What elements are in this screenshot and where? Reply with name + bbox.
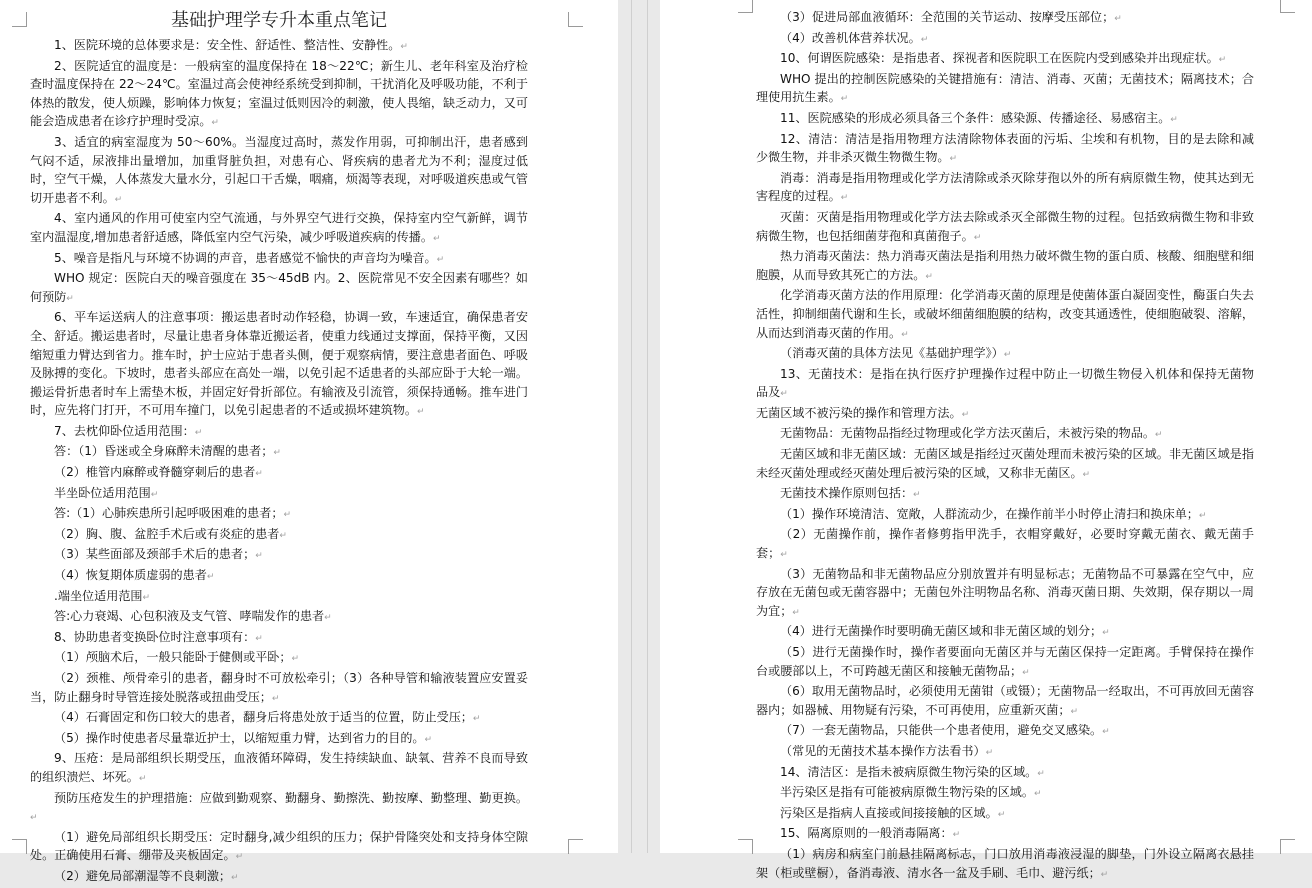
paragraph-text: （3）无菌物品和非无菌物品应分别放置并有明显标志；无菌物品不可暴露在空气中，应存放在无菌包或无菌容器中；无菌包外注明物品名称、消毒灭菌日期、失效期，保存期以一周为宜； bbox=[756, 566, 1254, 618]
paragraph-text: 7、去枕仰卧位适用范围： bbox=[54, 423, 195, 438]
paragraph-mark-icon: ↵ bbox=[206, 572, 215, 583]
paragraph-mark-icon: ↵ bbox=[1114, 14, 1122, 24]
page-corner-mark bbox=[12, 12, 27, 27]
paragraph-mark-icon: ↵ bbox=[436, 254, 445, 265]
paragraph-text: （4）进行无菌操作时要明确无菌区域和非无菌区域的划分； bbox=[780, 624, 1103, 639]
paragraph-line bbox=[30, 628, 528, 649]
paragraph-mark-icon: ↵ bbox=[30, 813, 38, 824]
paragraph-line bbox=[30, 36, 528, 57]
paragraph-line bbox=[30, 422, 528, 443]
paragraph-mark-icon: ↵ bbox=[961, 409, 970, 420]
paragraph-line bbox=[756, 763, 1254, 784]
paragraph-text: （3）某些面部及颈部手术后的患者； bbox=[54, 547, 256, 562]
paragraph-line bbox=[756, 247, 1254, 286]
paragraph-text: 9、压疮：是局部组织长期受压，血液循环障碍，发生持续缺血、缺氧、营养不良而导致的组织溃烂、坏死。 bbox=[30, 751, 528, 784]
paragraph-line bbox=[756, 682, 1254, 721]
paragraph-text: WHO 规定：医院白天的噪音强度在 35～45dB 内。2、医院常见不安全因素有哪些？如何预防 bbox=[30, 271, 528, 304]
paragraph-mark-icon: ↵ bbox=[840, 193, 849, 204]
paragraph-line bbox=[30, 209, 528, 248]
paragraph-line bbox=[756, 824, 1254, 845]
paragraph-text: （6）取用无菌物品时，必须使用无菌钳（或镊）；无菌物品一经取出，不可再放回无菌容器内；如器械、用物疑有污染，不可再使用，应重新灭菌； bbox=[756, 684, 1254, 717]
paragraph-line bbox=[30, 828, 528, 867]
paragraph-line bbox=[756, 505, 1254, 526]
paragraph-line bbox=[30, 133, 528, 209]
paragraph-mark-icon: ↵ bbox=[432, 233, 441, 244]
paragraph-text: （5）操作时使患者尽量靠近护士，以缩短重力臂，达到省力的目的。 bbox=[54, 730, 425, 745]
paragraph-mark-icon: ↵ bbox=[997, 809, 1006, 820]
paragraph-text: （1）操作环境清洁、宽敞，人群流动少，在操作前半小时停止清扫和换床单； bbox=[780, 506, 1199, 521]
paragraph-text: 8、协助患者变换卧位时注意事项有： bbox=[54, 629, 256, 644]
paragraph-line bbox=[756, 70, 1254, 109]
paragraph-line bbox=[30, 669, 528, 708]
paragraph-mark-icon: ↵ bbox=[271, 693, 280, 704]
paragraph-mark-icon: ↵ bbox=[1022, 667, 1030, 678]
paragraph-mark-icon: ↵ bbox=[1102, 628, 1110, 639]
paragraph-line bbox=[756, 286, 1254, 344]
paragraph-mark-icon: ↵ bbox=[283, 510, 292, 521]
paragraph-mark-icon: ↵ bbox=[324, 613, 332, 624]
paragraph-mark-icon: ↵ bbox=[1198, 510, 1207, 521]
paragraph-line bbox=[756, 525, 1254, 564]
paragraph-text: 15、隔离原则的一般消毒隔离： bbox=[780, 826, 953, 841]
page-corner-mark bbox=[738, 0, 753, 13]
document-title: 基础护理学专升本重点笔记 bbox=[171, 10, 387, 31]
paragraph-line bbox=[756, 208, 1254, 247]
paragraph-text: 2、医院适宜的温度是：一般病室的温度保持在 18～22℃；新生儿、老年科室及治疗检查时温度保持在 22～24℃。室温过高会使神经系统受到抑制，干扰消化及呼吸功能，不利于体热的散发，使人烦躁，影响体力恢复；室温过低则因冷的刺激，使人畏缩，缺乏动力，又可能会造成患者在诊疗护理时受凉。 bbox=[30, 58, 528, 129]
paragraph-mark-icon: ↵ bbox=[1082, 469, 1091, 480]
paragraph-mark-icon: ↵ bbox=[920, 34, 929, 45]
paragraph-line bbox=[30, 867, 528, 888]
paragraph-line bbox=[756, 804, 1254, 825]
paragraph-line bbox=[756, 721, 1254, 742]
paragraph-text: （2）颈椎、颅骨牵引的患者，翻身时不可放松牵引；（3）各种导管和输液装置应安置妥当，防止翻身时导管连接处脱落或扭曲受压； bbox=[30, 671, 528, 704]
paragraph-text: （5）进行无菌操作时，操作者要面向无菌区并与无菌区保持一定距离。手臂保持在操作台或腰部以上，不可跨越无菌区和接触无菌物品； bbox=[756, 645, 1254, 678]
paragraph-mark-icon: ↵ bbox=[1037, 768, 1045, 779]
left-page-text[interactable] bbox=[30, 8, 528, 888]
paragraph-line bbox=[756, 109, 1254, 130]
paragraph-line bbox=[756, 845, 1254, 884]
paragraph-text: WHO 提出的控制医院感染的关键措施有：清洁、消毒、灭菌；无菌技术；隔离技术；合理使用抗生素。 bbox=[756, 71, 1254, 105]
paragraph-line bbox=[30, 442, 528, 463]
paragraph-text: （1）病房和病室门前悬挂隔离标志，门口放用消毒液浸湿的脚垫，门外设立隔离衣悬挂架（柜或壁橱），备消毒液、清水各一盆及手刷、毛巾、避污纸； bbox=[756, 846, 1254, 880]
paragraph-mark-icon: ↵ bbox=[150, 489, 159, 500]
paragraph-mark-icon: ↵ bbox=[66, 293, 74, 304]
paragraph-line bbox=[30, 749, 528, 788]
paragraph-line bbox=[756, 565, 1254, 623]
paragraph-text: 化学消毒灭菌方法的作用原理：化学消毒灭菌的原理是使菌体蛋白凝固变性，酶蛋白失去活性，抑制细菌代谢和生长，或破坏细菌细胞膜的结构，改变其通透性，使细胞破裂、溶解，从而达到消毒灭菌的作用。 bbox=[756, 288, 1254, 340]
gutter-divider bbox=[647, 0, 648, 853]
paragraph-mark-icon: ↵ bbox=[231, 872, 239, 883]
paragraph-mark-icon: ↵ bbox=[1154, 430, 1163, 441]
paragraph-text: 半污染区是指有可能被病原微生物污染的区域。 bbox=[780, 785, 1034, 800]
paragraph-text: 5、噪音是指凡与环境不协调的声音，患者感觉不愉快的声音均为噪音。 bbox=[54, 250, 437, 265]
paragraph-mark-icon: ↵ bbox=[273, 448, 281, 459]
paragraph-line bbox=[30, 648, 528, 669]
paragraph-line bbox=[30, 308, 528, 422]
paragraph-text: 1、医院环境的总体要求是：安全性、舒适性、整洁性、安静性。 bbox=[54, 38, 401, 52]
paragraph-text: 3、适宜的病室湿度为 50～60%。当湿度过高时，蒸发作用弱，可抑制出汗，患者感到气闷不适，尿液排出量增加，加重肾脏负担，对患有心、肾疾病的患者尤为不利；湿度过低时，空气干燥，人体蒸发大量水分，引起口干舌燥，咽痛，烦渴等表现，对呼吸道疾患或气管切开患者不利。 bbox=[30, 134, 528, 205]
paragraph-text: （2）椎管内麻醉或脊髓穿刺后的患者 bbox=[54, 465, 256, 480]
paragraph-line bbox=[30, 566, 528, 587]
paragraph-text: （7）一套无菌物品，只能供一个患者使用，避免交叉感染。 bbox=[780, 723, 1103, 738]
paragraph-mark-icon: ↵ bbox=[913, 490, 921, 501]
paragraph-text: 答:（1）心肺疾患所引起呼吸困难的患者； bbox=[54, 506, 284, 521]
paragraph-mark-icon: ↵ bbox=[194, 427, 203, 438]
paragraph-line bbox=[756, 8, 1254, 29]
paragraph-line bbox=[756, 169, 1254, 208]
paragraph-text: （2）无菌操作前，操作者修剪指甲洗手，衣帽穿戴好，必要时穿戴无菌衣、戴无菌手套； bbox=[756, 527, 1254, 561]
paragraph-text: 消毒：消毒是指用物理或化学方法清除或杀灭除芽孢以外的所有病原微生物，使其达到无害程度的过程。 bbox=[756, 170, 1254, 204]
paragraph-text: 答：（1）昏迷或全身麻醉未清醒的患者； bbox=[54, 444, 274, 459]
paragraph-mark-icon: ↵ bbox=[780, 550, 788, 561]
paragraph-mark-icon: ↵ bbox=[211, 118, 219, 129]
paragraph-line bbox=[30, 463, 528, 484]
paragraph-mark-icon: ↵ bbox=[1218, 55, 1227, 66]
paragraph-text: （2）避免局部潮湿等不良刺激； bbox=[54, 868, 232, 883]
paragraph-line bbox=[756, 783, 1254, 804]
paragraph-mark-icon: ↵ bbox=[417, 407, 425, 418]
page-corner-mark bbox=[1280, 0, 1295, 13]
paragraph-mark-icon: ↵ bbox=[949, 154, 958, 165]
paragraph-text: （4）改善机体营养状况。 bbox=[780, 30, 921, 45]
paragraph-text: （4）恢复期体质虚弱的患者 bbox=[54, 568, 207, 583]
paragraph-line bbox=[30, 789, 528, 828]
paragraph-text: 无菌区域和非无菌区域：无菌区域是指经过灭菌处理而未被污染的区域。非无菌区域是指未经灭菌处理或经灭菌处理后被污染的区域，又称非无菌区。 bbox=[756, 447, 1254, 480]
paragraph-line bbox=[30, 607, 528, 628]
paragraph-mark-icon: ↵ bbox=[1070, 706, 1078, 717]
paragraph-text: 6、平车运送病人的注意事项：搬运患者时动作轻稳，协调一致，车速适宜，确保患者安全、舒适。搬运患者时，尽量让患者身体靠近搬运者，使重力线通过支撑面，保持平衡，又因缩短重力臂达到省力。推车时，护士应站于患者头侧，便于观察病情，要注意患者面色、呼吸及脉搏的变化。下坡时，患者头部应在高处一端，以免引起不适患者的头部应卧于大轮一端。搬运骨折患者时车上需垫木板，并固定好骨折部位。有输液及引流管，须保持通畅。推车进门时，应先将门打开，不可用车撞门，以免引起患者的不适或损坏建筑物。 bbox=[30, 310, 528, 418]
paragraph-text: 半坐卧位适用范围 bbox=[54, 485, 151, 500]
paragraph-line bbox=[30, 729, 528, 750]
paragraph-text: （2）胸、腹、盆腔手术后或有炎症的患者 bbox=[54, 526, 280, 541]
paragraph-mark-icon: ↵ bbox=[780, 389, 788, 400]
paragraph-text: 11、医院感染的形成必须具备三个条件：感染源、传播途径、易感宿主。 bbox=[780, 110, 1171, 125]
paragraph-text: （1）避免局部组织长期受压：定时翻身,减少组织的压力；保护骨隆突处和支持身体空隙处。正确使用石膏、绷带及夹板固定。 bbox=[30, 829, 528, 863]
paragraph-mark-icon: ↵ bbox=[142, 592, 151, 603]
paragraph-mark-icon: ↵ bbox=[840, 94, 849, 105]
paragraph-line bbox=[756, 643, 1254, 682]
paragraph-line bbox=[30, 587, 528, 608]
paragraph-text: （常见的无菌技术基本操作方法看书） bbox=[780, 743, 986, 758]
paragraph-mark-icon: ↵ bbox=[901, 329, 909, 340]
paragraph-mark-icon: ↵ bbox=[291, 654, 300, 665]
paragraph-line bbox=[30, 708, 528, 729]
paragraph-line bbox=[30, 269, 528, 308]
paragraph-line bbox=[756, 344, 1254, 365]
page-corner-mark bbox=[568, 839, 583, 854]
paragraph-text: 无菌技术操作原则包括： bbox=[780, 486, 914, 501]
paragraph-text: （3）促进局部血液循环：全范围的关节运动、按摩受压部位； bbox=[780, 10, 1115, 24]
paragraph-text: 14、清洁区：是指未被病原微生物污染的区域。 bbox=[780, 764, 1038, 779]
paragraph-mark-icon: ↵ bbox=[1033, 789, 1042, 800]
paragraph-mark-icon: ↵ bbox=[400, 42, 408, 52]
paragraph-mark-icon: ↵ bbox=[255, 469, 263, 480]
paragraph-text: （消毒灭菌的具体方法见《基础护理学》） bbox=[780, 346, 1004, 361]
page-gutter bbox=[618, 0, 660, 853]
paragraph-mark-icon: ↵ bbox=[952, 830, 961, 841]
paragraph-text: 4、室内通风的作用可使室内空气流通，与外界空气进行交换，保持室内空气新鲜，调节室内温湿度,增加患者舒适感，降低室内空气污染，减少呼吸道疾病的传播。 bbox=[30, 211, 528, 244]
paragraph-line bbox=[756, 130, 1254, 169]
document-page-right bbox=[660, 0, 1312, 880]
paragraph-mark-icon: ↵ bbox=[925, 271, 933, 282]
paragraph-text: 答:心力衰竭、心包积液及支气管、哮喘发作的患者 bbox=[54, 609, 325, 624]
paragraph-mark-icon: ↵ bbox=[424, 734, 433, 745]
paragraph-line bbox=[30, 504, 528, 525]
paragraph-line bbox=[30, 57, 528, 133]
paragraph-text: 10、何谓医院感染：是指患者、探视者和医院职工在医院内受到感染并出现症状。 bbox=[780, 51, 1219, 66]
paragraph-text: 无菌物品：无菌物品指经过物理或化学方法灭菌后，未被污染的物品。 bbox=[780, 426, 1155, 441]
paragraph-line bbox=[756, 622, 1254, 643]
page-corner-mark bbox=[738, 839, 753, 854]
paragraph-line bbox=[756, 742, 1254, 763]
page-corner-mark bbox=[1280, 839, 1295, 854]
paragraph-line bbox=[756, 424, 1254, 445]
paragraph-line bbox=[30, 484, 528, 505]
paragraph-mark-icon: ↵ bbox=[1100, 869, 1109, 880]
paragraph-text: 无菌区域不被污染的操作和管理方法。 bbox=[756, 405, 962, 420]
gutter-divider bbox=[631, 0, 632, 853]
paragraph-line bbox=[30, 525, 528, 546]
paragraph-text: .端坐位适用范围 bbox=[54, 588, 143, 603]
paragraph-mark-icon: ↵ bbox=[1170, 114, 1178, 125]
paragraph-text: 13、无菌技术：是指在执行医疗护理操作过程中防止一切微生物侵入机体和保持无菌物品及 bbox=[756, 366, 1254, 400]
paragraph-mark-icon: ↵ bbox=[973, 232, 982, 243]
paragraph-line bbox=[756, 365, 1254, 404]
page-corner-mark bbox=[12, 839, 27, 854]
paragraph-line bbox=[756, 29, 1254, 50]
paragraph-mark-icon: ↵ bbox=[792, 607, 800, 618]
paragraph-mark-icon: ↵ bbox=[235, 852, 244, 863]
paragraph-text: （4）石膏固定和伤口较大的患者，翻身后将患处放于适当的位置，防止受压； bbox=[54, 710, 473, 725]
paragraph-line bbox=[30, 249, 528, 270]
paragraph-line bbox=[756, 484, 1254, 505]
paragraph-text: （1）颅脑术后，一般只能卧于健侧或平卧； bbox=[54, 650, 292, 665]
paragraph-mark-icon: ↵ bbox=[279, 530, 287, 541]
paragraph-mark-icon: ↵ bbox=[114, 194, 123, 205]
paragraph-line bbox=[756, 404, 1254, 425]
paragraph-line bbox=[30, 545, 528, 566]
paragraph-mark-icon: ↵ bbox=[138, 773, 147, 784]
paragraph-mark-icon: ↵ bbox=[1003, 350, 1012, 361]
paragraph-text: 灭菌：灭菌是指用物理或化学方法去除或杀灭全部微生物的过程。包括致病微生物和非致病微生物，也包括细菌芽孢和真菌孢子。 bbox=[756, 209, 1254, 243]
paragraph-mark-icon: ↵ bbox=[255, 551, 263, 562]
paragraph-text: 12、清洁：清洁是指用物理方法清除物体表面的污垢、尘埃和有机物，目的是去除和减少微生物，并非杀灭微生物微生物。 bbox=[756, 131, 1254, 165]
paragraph-mark-icon: ↵ bbox=[255, 633, 263, 644]
right-page-text[interactable] bbox=[756, 8, 1254, 884]
page-corner-mark bbox=[568, 12, 583, 27]
paragraph-text: 预防压疮发生的护理措施：应做到勤观察、勤翻身、勤擦洗、勤按摩、勤整理、勤更换。 bbox=[54, 790, 528, 805]
paragraph-mark-icon: ↵ bbox=[472, 714, 481, 725]
paragraph-line bbox=[756, 445, 1254, 484]
paragraph-text: 污染区是指病人直接或间接接触的区域。 bbox=[780, 805, 998, 820]
paragraph-line bbox=[756, 49, 1254, 70]
document-page-left bbox=[0, 0, 618, 883]
paragraph-mark-icon: ↵ bbox=[985, 747, 994, 758]
paragraph-mark-icon: ↵ bbox=[1102, 727, 1110, 738]
paragraph-text: 热力消毒灭菌法：热力消毒灭菌法是指利用热力破坏微生物的蛋白质、核酸、细胞壁和细胞膜，从而导致其死亡的方法。 bbox=[756, 249, 1254, 282]
